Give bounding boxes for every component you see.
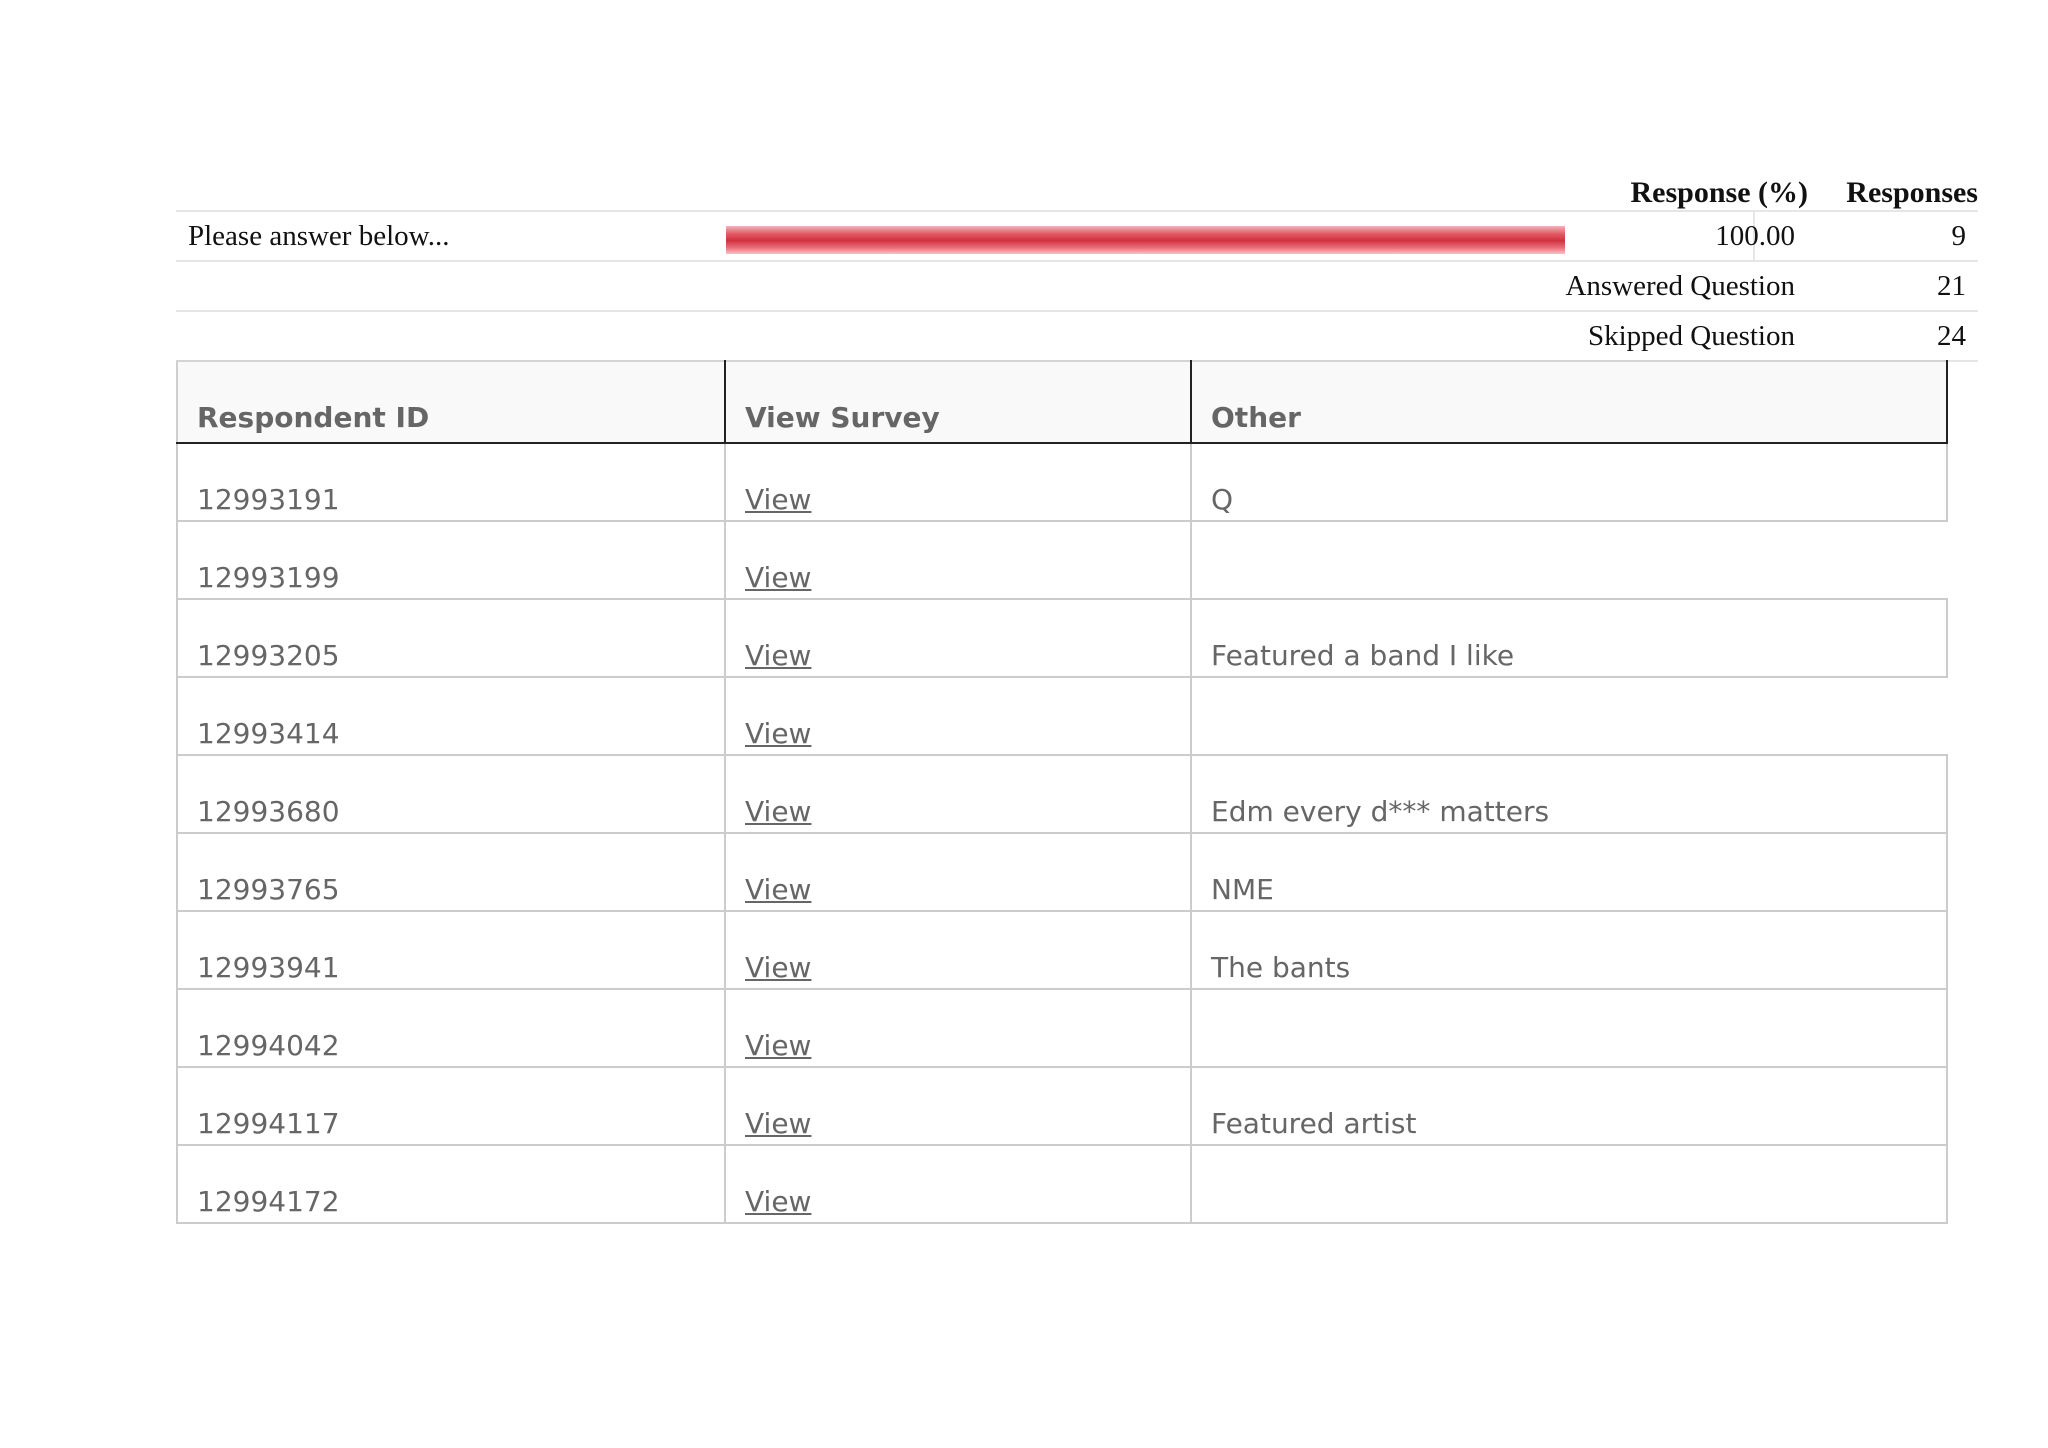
table-row: [177, 599, 1947, 677]
view-survey-cell: [725, 677, 1191, 755]
other-cell: The bants: [1191, 911, 1947, 989]
response-percent-header: Response (%): [1630, 176, 1808, 209]
skipped-question-row: [176, 310, 1978, 362]
other-cell: Q: [1191, 443, 1947, 521]
view-survey-link[interactable]: View: [745, 1185, 812, 1218]
respondent-id-cell: 12994172: [177, 1145, 725, 1223]
other-cell: NME: [1191, 833, 1947, 911]
view-survey-link[interactable]: View: [745, 639, 812, 672]
response-percent-value: 100.00: [1715, 220, 1795, 252]
table-row: [177, 1067, 1947, 1145]
table-row: [177, 1145, 1947, 1223]
other-cell: [1191, 1145, 1947, 1223]
view-survey-link[interactable]: View: [745, 1029, 812, 1062]
view-survey-link[interactable]: View: [745, 717, 812, 750]
column-header-view-survey: View Survey: [725, 361, 1191, 443]
view-survey-link[interactable]: View: [745, 483, 812, 516]
view-survey-cell: [725, 911, 1191, 989]
view-survey-cell: [725, 1067, 1191, 1145]
view-survey-link[interactable]: View: [745, 951, 812, 984]
response-bar-fill: [726, 226, 1565, 254]
respondent-id-cell: 12993199: [177, 521, 725, 599]
other-cell: Featured a band I like: [1191, 599, 1947, 677]
view-survey-link[interactable]: View: [745, 795, 812, 828]
responses-table: [176, 360, 1948, 1224]
answered-question-count: 21: [1937, 270, 1966, 302]
view-survey-cell: [725, 989, 1191, 1067]
skipped-question-label: Skipped Question: [1587, 320, 1795, 352]
table-row: [177, 677, 1947, 755]
answered-question-row: [176, 260, 1978, 310]
column-header-other: Other: [1191, 361, 1947, 443]
other-cell: Featured artist: [1191, 1067, 1947, 1145]
question-label: Please answer below...: [188, 220, 450, 252]
other-cell: Edm every d*** matters: [1191, 755, 1947, 833]
respondent-id-cell: 12993205: [177, 599, 725, 677]
view-survey-link[interactable]: View: [745, 873, 812, 906]
column-header-respondent-id: Respondent ID: [177, 361, 725, 443]
table-row: [177, 755, 1947, 833]
view-survey-cell: [725, 1145, 1191, 1223]
respondent-id-cell: 12993680: [177, 755, 725, 833]
table-row: [177, 989, 1947, 1067]
respondent-id-cell: 12993765: [177, 833, 725, 911]
response-bar: [726, 226, 1565, 254]
table-row: [177, 443, 1947, 521]
table-row: [177, 911, 1947, 989]
view-survey-cell: [725, 833, 1191, 911]
table-row: [177, 521, 1947, 599]
view-survey-link[interactable]: View: [745, 561, 812, 594]
view-survey-cell: [725, 521, 1191, 599]
response-bar-cell: [726, 212, 1755, 260]
view-survey-cell: [725, 599, 1191, 677]
skipped-question-count: 24: [1937, 320, 1966, 352]
respondent-id-cell: 12993191: [177, 443, 725, 521]
respondent-id-cell: 12993941: [177, 911, 725, 989]
other-cell: [1191, 521, 1947, 599]
responses-header: Responses: [1846, 176, 1978, 209]
other-cell: [1191, 989, 1947, 1067]
question-summary: [176, 170, 1978, 362]
table-row: [177, 833, 1947, 911]
respondent-id-cell: 12994117: [177, 1067, 725, 1145]
respondent-id-cell: 12994042: [177, 989, 725, 1067]
other-cell: [1191, 677, 1947, 755]
view-survey-cell: [725, 755, 1191, 833]
answered-question-label: Answered Question: [1565, 270, 1795, 302]
respondent-id-cell: 12993414: [177, 677, 725, 755]
summary-header: [176, 170, 1978, 210]
table-header-row: [177, 361, 1947, 443]
view-survey-link[interactable]: View: [745, 1107, 812, 1140]
question-row: [176, 210, 1978, 260]
view-survey-cell: [725, 443, 1191, 521]
response-count-value: 9: [1951, 220, 1966, 252]
